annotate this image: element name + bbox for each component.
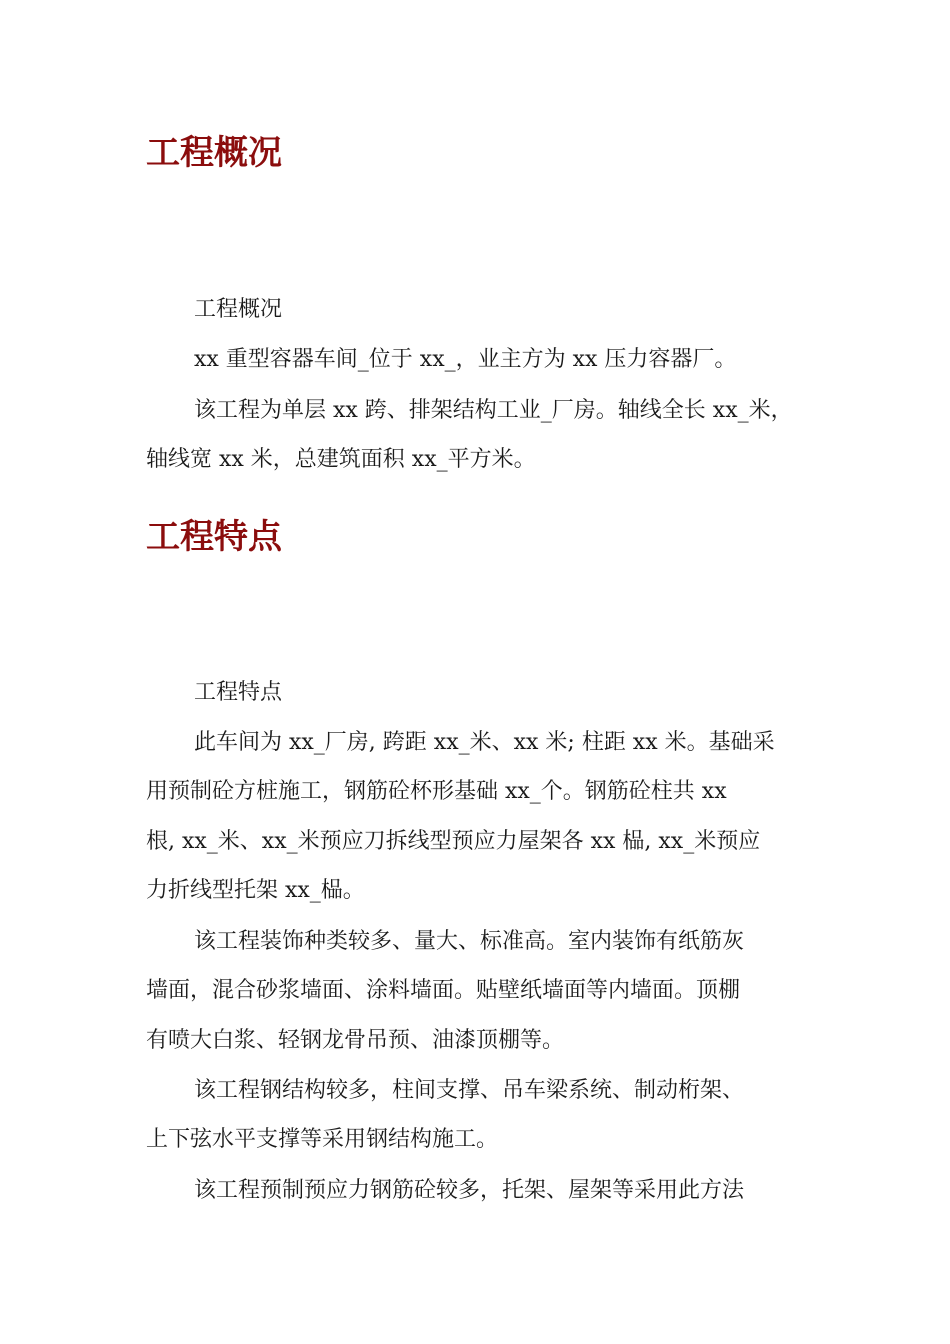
paragraph-decoration-line-2: 墙面，混合砂浆墙面、涂料墙面。贴壁纸墙面等内墙面。顶棚	[146, 978, 741, 1003]
subheading-overview: 工程概况	[194, 297, 283, 322]
paragraph-workshop-line-2: 用预制砼方桩施工，钢筋砼杯形基础 xx_个。钢筋砼柱共 xx	[146, 779, 727, 804]
paragraph-workshop-line-4: 力折线型托架 xx_榀。	[146, 878, 365, 903]
section-heading-overview: 工程概况	[146, 133, 282, 173]
paragraph-workshop-line-1: 此车间为 xx_厂房, 跨距 xx_米、xx 米; 柱距 xx 米。基础采	[194, 730, 775, 755]
paragraph-decoration-line-3: 有喷大白浆、轻钢龙骨吊预、油漆顶棚等。	[146, 1028, 565, 1053]
paragraph-steel-line-1: 该工程钢结构较多，柱间支撑、吊车梁系统、制动桁架、	[194, 1078, 745, 1103]
subheading-features: 工程特点	[194, 680, 283, 705]
paragraph-steel-line-2: 上下弦水平支撑等采用钢结构施工。	[146, 1127, 499, 1152]
paragraph-structure-line-1: 该工程为单层 xx 跨、排架结构工业_厂房。轴线全长 xx_米，	[194, 398, 793, 423]
paragraph-structure-line-2: 轴线宽 xx 米，总建筑面积 xx_平方米。	[146, 447, 536, 472]
paragraph-location: xx 重型容器车间_位于 xx_，业主方为 xx 压力容器厂。	[194, 347, 737, 372]
paragraph-workshop-line-3: 根, xx_米、xx_米预应刀拆线型预应力屋架各 xx 榀, xx_米预应	[146, 829, 761, 854]
paragraph-prestressed-line-1: 该工程预制预应力钢筋砼较多，托架、屋架等采用此方法	[194, 1178, 745, 1203]
paragraph-decoration-line-1: 该工程装饰种类较多、量大、标准高。室内装饰有纸筋灰	[194, 929, 745, 954]
section-heading-features: 工程特点	[146, 517, 282, 557]
